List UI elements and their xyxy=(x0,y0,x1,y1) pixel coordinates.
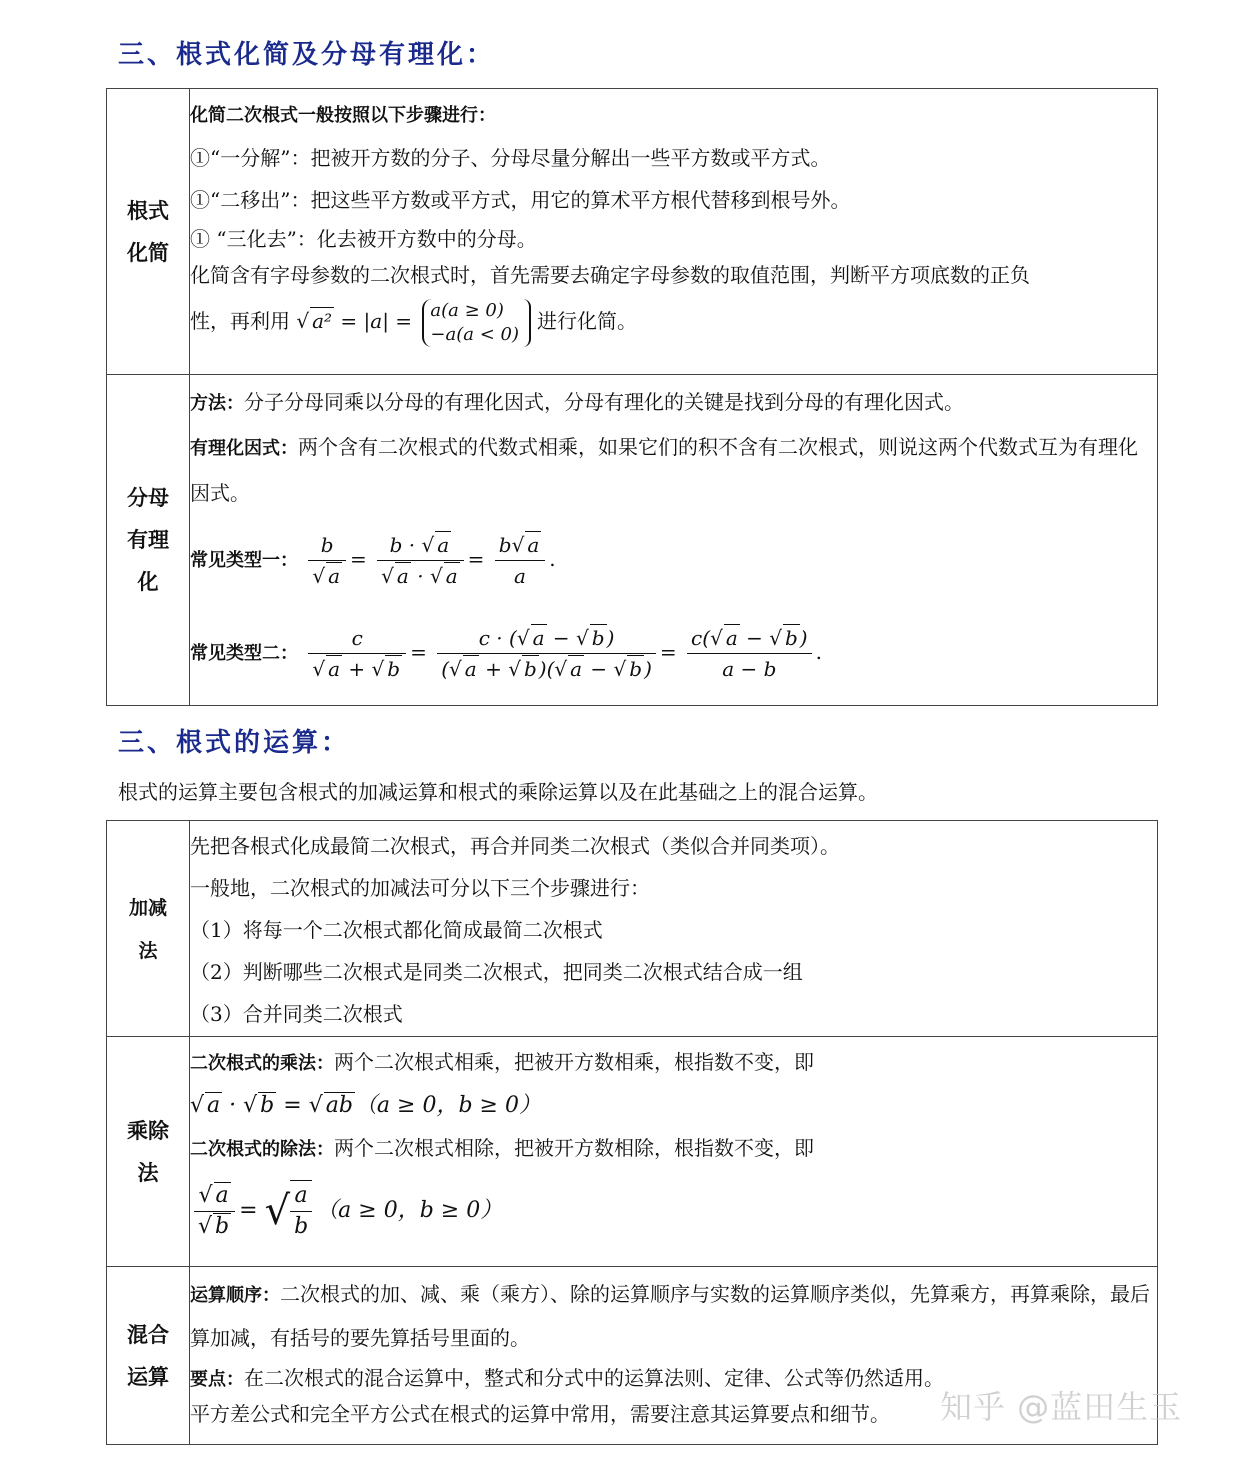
operations-intro: 根式的运算主要包含根式的加减运算和根式的乘除运算以及在此基础之上的混合运算。 xyxy=(118,780,878,804)
row-label-addsub xyxy=(107,821,190,1037)
section-heading-simplify: 三、根式化简及分母有理化： xyxy=(118,40,496,70)
section-heading-operations: 三、根式的运算： xyxy=(118,728,351,758)
label-text: 分母 有理 化 xyxy=(127,486,169,594)
type-one-fraction-1: $\frac{b}{√ a}$ xyxy=(308,530,346,591)
type-two-fraction-1: $\frac{c}{√ a + √ b}$ xyxy=(308,623,406,684)
label-text: 混合 运算 xyxy=(127,1322,169,1389)
div-label: 二次根式的除法： xyxy=(190,1139,334,1160)
addsub-step-3: （3）合并同类二次根式 xyxy=(190,1002,403,1026)
formula-note: 平方差公式和完全平方公式在根式的运算中常用，需要注意其运算要点和细节。 xyxy=(190,1402,890,1426)
abs-formula-line xyxy=(190,293,1157,349)
row-label-muldiv xyxy=(107,1037,190,1267)
label-text: 加减 法 xyxy=(128,896,167,962)
addsub-step-2: （2）判断哪些二次根式是同类二次根式，把同类二次根式结合成一组 xyxy=(190,960,803,984)
row-content-addsub xyxy=(190,821,1158,1037)
case-top: a(a ≥ 0) xyxy=(430,299,504,321)
operations-table xyxy=(106,820,1158,1445)
type-two-label: 常见类型二： xyxy=(190,643,298,664)
simplify-table xyxy=(106,88,1158,706)
div-formula: $\frac{√ a}{√ b}$ = √ $\frac{a}{b}$ （a ≥ 0，b ≥ 0） xyxy=(190,1171,1157,1251)
formula-prefix: 性，再利用 xyxy=(190,309,290,333)
mul-formula: √ a · √ b = √ ab（a ≥ 0，b ≥ 0） xyxy=(190,1093,541,1118)
formula-suffix: 进行化简。 xyxy=(537,309,637,333)
steps-title: 化简二次根式一般按照以下步骤进行： xyxy=(190,105,496,126)
type-two-fraction-3: $\frac{c(√ a - √ b )}{a - b}$ xyxy=(687,623,812,684)
type-one-fraction-3: $\frac{b√ a}{a}$ xyxy=(495,530,546,591)
type-one-label: 常见类型一： xyxy=(190,550,298,571)
order-label: 运算顺序： xyxy=(190,1285,280,1306)
piecewise-cases xyxy=(422,299,519,347)
method-text: 分子分母同乘以分母的有理化因式，分母有理化的关键是找到分母的有理化因式。 xyxy=(244,390,964,414)
factor-text: 两个含有二次根式的代数式相乘，如果它们的积不含有二次根式，则说这两个代数式互为有理化因式。 xyxy=(190,435,1138,505)
addsub-rule: 先把各根式化成最简二次根式，再合并同类二次根式（类似合并同类项）。 xyxy=(190,834,840,858)
case-bottom: −a(a < 0) xyxy=(430,323,519,345)
order-text: 二次根式的加、减、乘（乘方）、除的运算顺序与实数的运算顺序类似，先算乘方，再算乘除，最后算加减，有括号的要先算括号里面的。 xyxy=(190,1282,1150,1350)
watermark: 知乎 @蓝田生玉 xyxy=(940,1388,1183,1426)
addsub-steps-title: 一般地，二次根式的加减法可分以下三个步骤进行： xyxy=(190,876,650,900)
case-brace-right xyxy=(523,299,531,347)
div-condition: （a ≥ 0，b ≥ 0） xyxy=(316,1198,503,1223)
div-fraction-right: $\frac{a}{b}$ xyxy=(290,1180,312,1242)
factor-label: 有理化因式： xyxy=(190,438,298,459)
div-text: 两个二次根式相除，把被开方数相除，根指数不变，即 xyxy=(334,1136,814,1160)
type-two-line: 常见类型二： $\frac{c}{√ a + √ b}$ = $\frac{c \cdot (√ a - √ b )}{(√ a + √ b )(√ a - √ b )}$ = $\frac{c(√ a - √ b )}{a - b}$ . xyxy=(190,607,1157,699)
type-two-fraction-2: $\frac{c \cdot (√ a - √ b )}{(√ a + √ b )(√ a - √ b )}$ xyxy=(437,623,656,684)
addsub-step-1: （1）将每一个二次根式都化简成最简二次根式 xyxy=(190,918,603,942)
row-content-simplify xyxy=(190,89,1158,375)
row-content-muldiv xyxy=(190,1037,1158,1267)
row-label-mixed xyxy=(107,1267,190,1445)
label-text: 乘除 法 xyxy=(127,1118,169,1185)
mul-condition: （a ≥ 0，b ≥ 0） xyxy=(354,1093,541,1118)
type-one-fraction-2: $\frac{b \cdot √ a}{√ a \cdot √ a}$ xyxy=(377,530,463,591)
mul-text: 两个二次根式相乘，把被开方数相乘，根指数不变，即 xyxy=(334,1050,814,1074)
param-note: 化简含有字母参数的二次根式时，首先需要去确定字母参数的取值范围，判断平方项底数的正负 xyxy=(190,263,1030,287)
step-3: ① “三化去”：化去被开方数中的分母。 xyxy=(190,227,537,251)
key-label: 要点： xyxy=(190,1369,244,1390)
row-content-rationalize xyxy=(190,375,1158,706)
div-fraction-left: $\frac{√ a}{√ b}$ xyxy=(194,1181,235,1242)
sqrt-a-squared: √ a² = |a| = xyxy=(296,309,413,333)
row-label-simplify xyxy=(107,89,190,375)
mul-label: 二次根式的乘法： xyxy=(190,1053,334,1074)
step-1: ①“一分解”：把被开方数的分子、分母尽量分解出一些平方数或平方式。 xyxy=(190,146,831,170)
label-text: 根式 化简 xyxy=(127,198,169,265)
type-one-line: 常见类型一： $\frac{b}{√ a}$ = $\frac{b \cdot √ a}{√ a \cdot √ a}$ = $\frac{b√ a}{a}$ . xyxy=(190,519,1157,601)
key-text: 在二次根式的混合运算中，整式和分式中的运算法则、定律、公式等仍然适用。 xyxy=(244,1366,944,1390)
row-label-rationalize xyxy=(107,375,190,706)
method-label: 方法： xyxy=(190,393,244,414)
step-2: ①“二移出”：把这些平方数或平方式，用它的算术平方根代替移到根号外。 xyxy=(190,188,851,212)
